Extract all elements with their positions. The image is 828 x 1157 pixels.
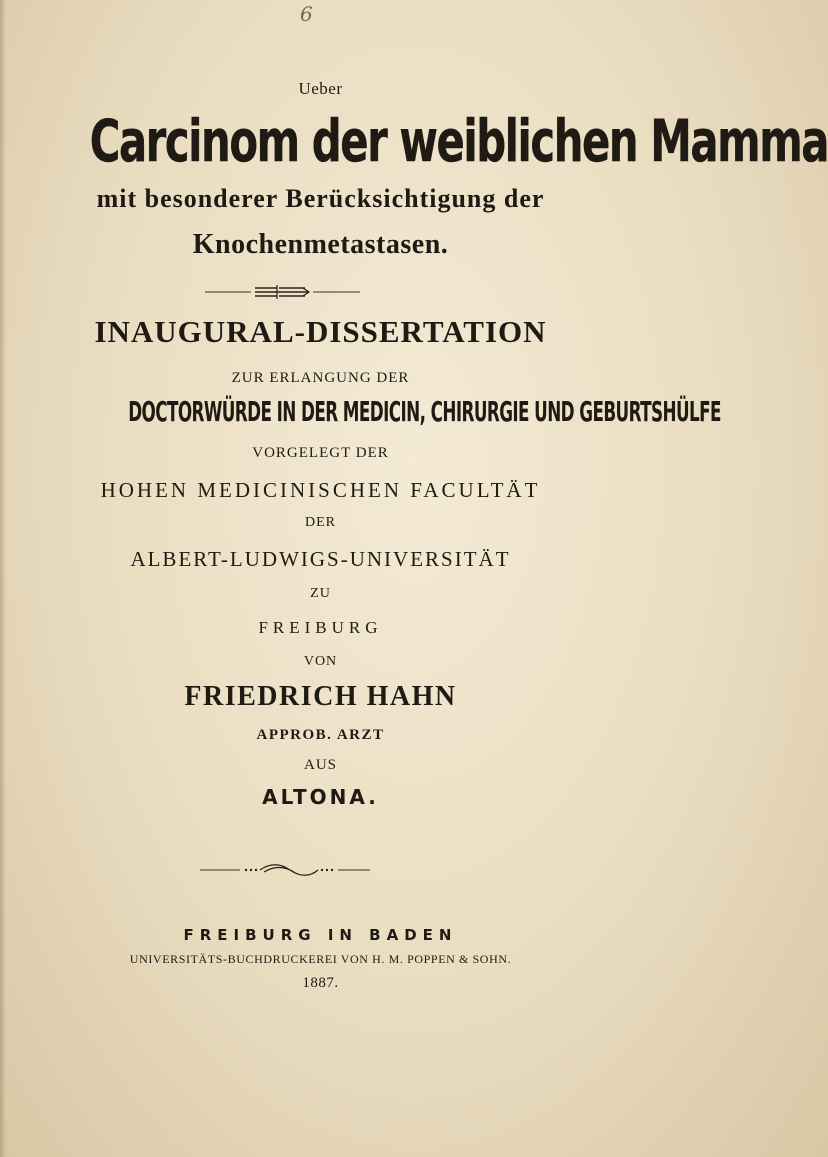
imprint-printer: UNIVERSITÄTS-BUCHDRUCKEREI VON H. M. POPPEN & SOHN.: [129, 952, 512, 966]
degree-line: DOCTORWÜRDE IN DER MEDICIN, CHIRURGIE UND GEBURTSHÜLFE: [128, 395, 721, 428]
city-line: FREIBURG: [258, 618, 383, 637]
faculty-line: HOHEN MEDICINISCHEN FACULTÄT: [100, 478, 541, 502]
author-title: APPROB. ARZT: [256, 727, 385, 743]
divider-ornament: [205, 284, 360, 300]
author-name: FRIEDRICH HAHN: [184, 681, 457, 712]
bottom-ornament: [200, 862, 370, 878]
der-line: DER: [305, 515, 336, 530]
university-line: ALBERT-LUDWIGS-UNIVERSITÄT: [130, 547, 511, 571]
handwritten-page-mark: 6: [300, 2, 313, 26]
presented-line: VORGELEGT DER: [252, 445, 389, 461]
title-pre: Ueber: [298, 79, 343, 98]
dissertation-heading: INAUGURAL-DISSERTATION: [94, 314, 547, 349]
author-origin: ALTONA.: [262, 785, 379, 809]
imprint-year: 1887.: [302, 975, 339, 991]
zu-line: ZU: [310, 586, 331, 601]
imprint-place: FREIBURG IN BADEN: [183, 926, 458, 944]
title-line-3: Knochenmetastasen.: [192, 229, 449, 260]
title-line-2: mit besonderer Berücksichtigung der: [96, 184, 545, 213]
aus-line: AUS: [303, 757, 337, 773]
von-line: VON: [303, 654, 338, 669]
purpose-line: ZUR ERLANGUNG DER: [231, 370, 410, 386]
main-title: Carcinom der weiblichen Mamma: [89, 107, 828, 175]
